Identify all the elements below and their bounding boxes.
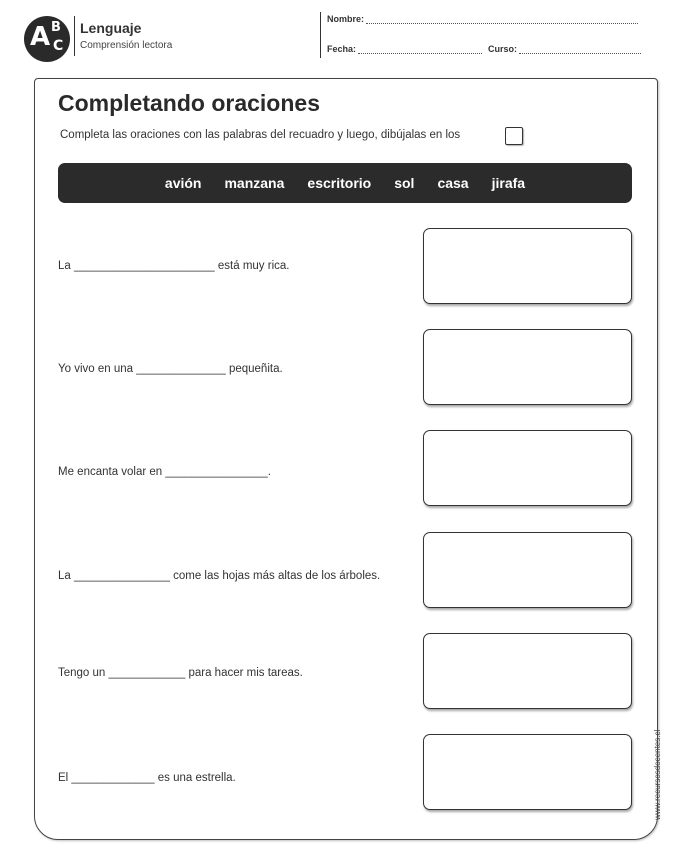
sentence-2: Yo vivo en una ______________ pequeñita.: [58, 363, 283, 375]
sentence-1: La ______________________ está muy rica.: [58, 260, 290, 272]
course-label: Curso:: [488, 44, 517, 54]
drawing-box-2[interactable]: [423, 329, 632, 405]
word-bank-item: jirafa: [491, 175, 526, 191]
word-bank-item: manzana: [224, 175, 285, 191]
word-bank-item: escritorio: [307, 175, 372, 191]
sentence-5: Tengo un ____________ para hacer mis tareas.: [58, 667, 303, 679]
name-label: Nombre:: [327, 14, 365, 24]
drawing-box-icon: [505, 127, 523, 145]
drawing-box-6[interactable]: [423, 734, 632, 810]
logo-abc: [24, 16, 70, 62]
sentence-3: Me encanta volar en ________________.: [58, 466, 271, 478]
sentence-4: La _______________ come las hojas más altas de los árboles.: [58, 570, 381, 582]
drawing-box-4[interactable]: [423, 532, 632, 608]
logo-letter-c: C: [53, 38, 64, 54]
logo-letter-a: A: [30, 22, 51, 52]
sentence-6: El _____________ es una estrella.: [58, 772, 236, 784]
date-line[interactable]: [358, 45, 482, 54]
drawing-box-1[interactable]: [423, 228, 632, 304]
page-title: Completando oraciones: [58, 90, 320, 116]
drawing-box-3[interactable]: [423, 430, 632, 506]
instruction-text: Completa las oraciones con las palabras del recuadro y luego, dibújalas en los: [60, 129, 461, 141]
word-bank-item: casa: [437, 175, 469, 191]
name-line[interactable]: [366, 15, 638, 24]
watermark-url: www.recursosdocentes.cl: [653, 729, 662, 820]
logo-letter-b: B: [51, 20, 61, 35]
word-bank-item: avión: [164, 175, 202, 191]
subject-subtitle: Comprensión lectora: [80, 40, 173, 51]
date-field[interactable]: [327, 44, 482, 54]
subject-title: Lenguaje: [80, 20, 142, 36]
word-bank: [58, 163, 632, 203]
course-line[interactable]: [519, 45, 641, 54]
header-divider: [320, 12, 321, 58]
logo-divider: [74, 16, 75, 56]
name-field[interactable]: [327, 14, 638, 24]
course-field[interactable]: [488, 44, 641, 54]
drawing-box-5[interactable]: [423, 633, 632, 709]
date-label: Fecha:: [327, 44, 357, 54]
word-bank-item: sol: [394, 175, 415, 191]
